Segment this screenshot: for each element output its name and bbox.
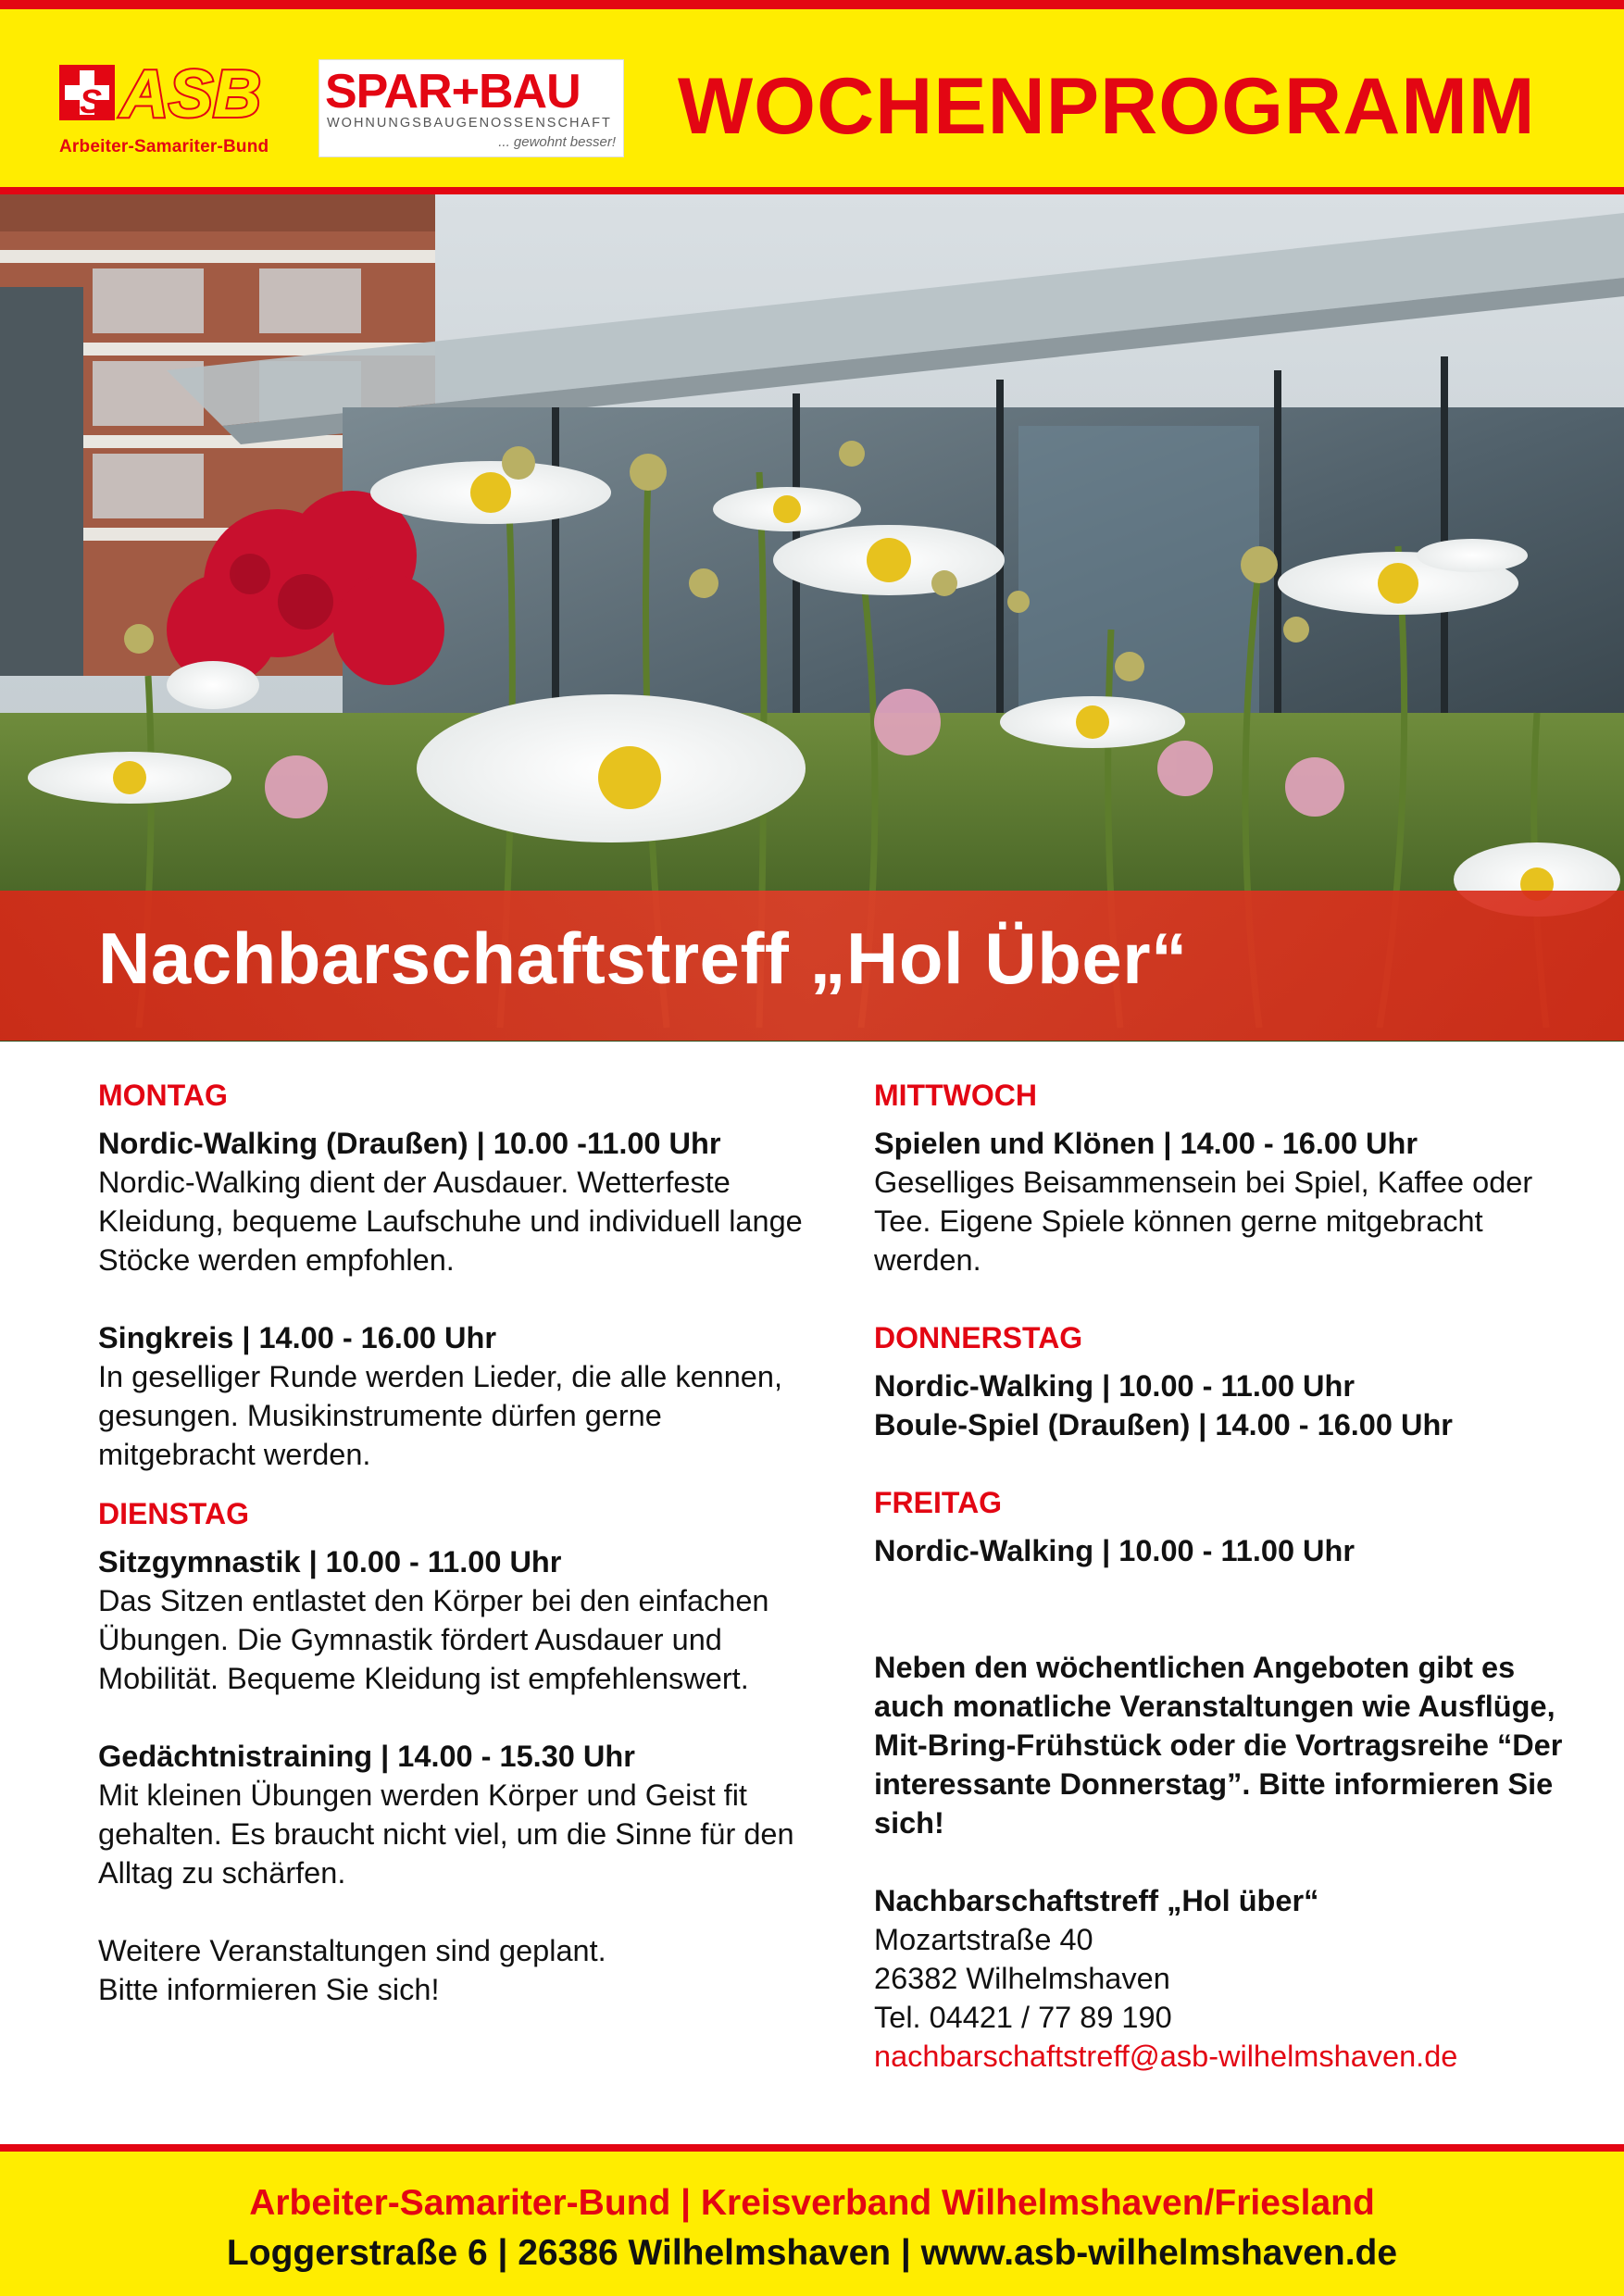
left-column [98,1076,820,2009]
event-title: Nordic-Walking | 10.00 - 11.00 Uhr [874,1369,1355,1403]
event-description: In geselliger Runde werden Lieder, die alle kennen, gesungen. Musikinstrumente dürfen gerne mitgebracht werden. [98,1360,782,1471]
footer-address: Loggerstraße 6 | 26386 Wilhelmshaven | www.asb-wilhelmshaven.de [226,2233,1398,2273]
day-heading-thursday: DONNERSTAG [874,1321,1083,1354]
contact-email-link[interactable]: nachbarschaftstreff@asb-wilhelmshaven.de [874,2040,1458,2073]
sparbau-slogan: ... gewohnt besser! [498,134,616,150]
event-title: Gedächtnistraining | 14.00 - 15.30 Uhr [98,1740,635,1773]
asb-subtitle: Arbeiter-Samariter-Bund [59,137,269,156]
contact-city: 26382 Wilhelmshaven [874,1962,1170,1995]
event-title: Spielen und Klönen | 14.00 - 16.00 Uhr [874,1127,1418,1160]
monthly-events-note: Neben den wöchentlichen Angeboten gibt es auch monatliche Veranstaltungen wie Ausflüge, Mit-Bring-Frühstück oder die Vortragsreihe “Der interessante Donnerstag”. Bitte informieren Sie sich! [874,1651,1563,1840]
sparbau-logo [319,59,624,157]
page-title: WOCHENPROGRAMM [678,62,1536,151]
event-title: Nordic-Walking (Draußen) | 10.00 -11.00 Uhr [98,1127,721,1160]
day-heading-wednesday: MITTWOCH [874,1079,1037,1112]
title-banner [0,891,1624,1041]
footer-organization: Arbeiter-Samariter-Bund | Kreisverband Wilhelmshaven/Friesland [249,2183,1375,2223]
sparbau-sub: WOHNUNGSBAUGENOSSENSCHAFT [327,116,612,131]
event-description: Nordic-Walking dient der Ausdauer. Wetterfeste Kleidung, bequeme Laufschuhe und individuell lange Stöcke werden empfohlen. [98,1166,803,1277]
more-events-note: Bitte informieren Sie sich! [98,1973,440,2006]
event-description: Mit kleinen Übungen werden Körper und Geist fit gehalten. Es braucht nicht viel, um die Sinne für den Alltag zu schärfen. [98,1778,794,1890]
svg-text:S: S [80,82,103,120]
right-column [874,1076,1578,2076]
header [0,0,1624,194]
event-title: Boule-Spiel (Draußen) | 14.00 - 16.00 Uhr [874,1408,1453,1441]
event-title: Nordic-Walking | 10.00 - 11.00 Uhr [874,1534,1355,1567]
footer [0,2144,1624,2296]
event-title: Sitzgymnastik | 10.00 - 11.00 Uhr [98,1545,562,1578]
svg-text:ASB: ASB [120,57,262,131]
contact-street: Mozartstraße 40 [874,1923,1093,1956]
event-description: Das Sitzen entlastet den Körper bei den einfachen Übungen. Die Gymnastik fördert Ausdauer und Mobilität. Bequeme Kleidung ist empfehlenswert. [98,1584,769,1695]
day-heading-tuesday: DIENSTAG [98,1497,249,1530]
contact-name: Nachbarschaftstreff „Hol über“ [874,1884,1319,1917]
day-heading-friday: FREITAG [874,1486,1003,1519]
event-title: Singkreis | 14.00 - 16.00 Uhr [98,1321,497,1354]
banner-title: Nachbarschaftstreff „Hol Über“ [98,917,1188,999]
sparbau-name: SPAR+BAU [325,65,581,119]
contact-phone: Tel. 04421 / 77 89 190 [874,2001,1172,2034]
more-events-note: Weitere Veranstaltungen sind geplant. [98,1934,606,1967]
day-heading-monday: MONTAG [98,1079,228,1112]
event-description: Geselliges Beisammensein bei Spiel, Kaffee oder Tee. Eigene Spiele können gerne mitgebracht werden. [874,1166,1533,1277]
